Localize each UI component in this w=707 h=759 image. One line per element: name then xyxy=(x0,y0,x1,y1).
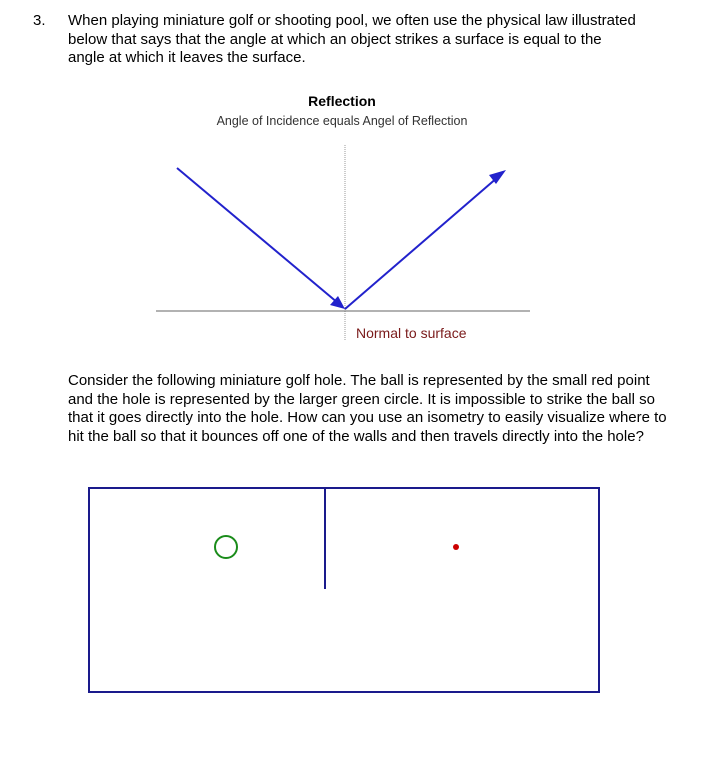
golf-ball xyxy=(453,544,459,550)
golf-hole xyxy=(215,536,237,558)
figure-subtitle: Angle of Incidence equals Angel of Reflection xyxy=(216,114,468,128)
figure-title: Reflection xyxy=(308,93,376,109)
question-number: 3. xyxy=(33,12,46,29)
intro-paragraph: When playing miniature golf or shooting pool, we often use the physical law illustrated below that says that the angle at which an object strikes a surface is equal to the angle at which it leaves the surface. xyxy=(68,12,636,66)
course-boundary xyxy=(89,488,599,692)
reflected-ray xyxy=(345,177,498,309)
normal-label: Normal to surface xyxy=(356,325,467,341)
incident-ray xyxy=(177,168,338,303)
question-paragraph: Consider the following miniature golf hole. The ball is represented by the small red point and the hole is represented by the larger green circle. It is impossible to strike the ball so that it goes directly into the hole. How can you use an isometry to easily visualize where to hit the ball so that it bounces off one of the walls and then travels directly into the hole? xyxy=(68,372,667,445)
golf-course xyxy=(89,488,599,692)
reflection-diagram xyxy=(156,145,530,341)
